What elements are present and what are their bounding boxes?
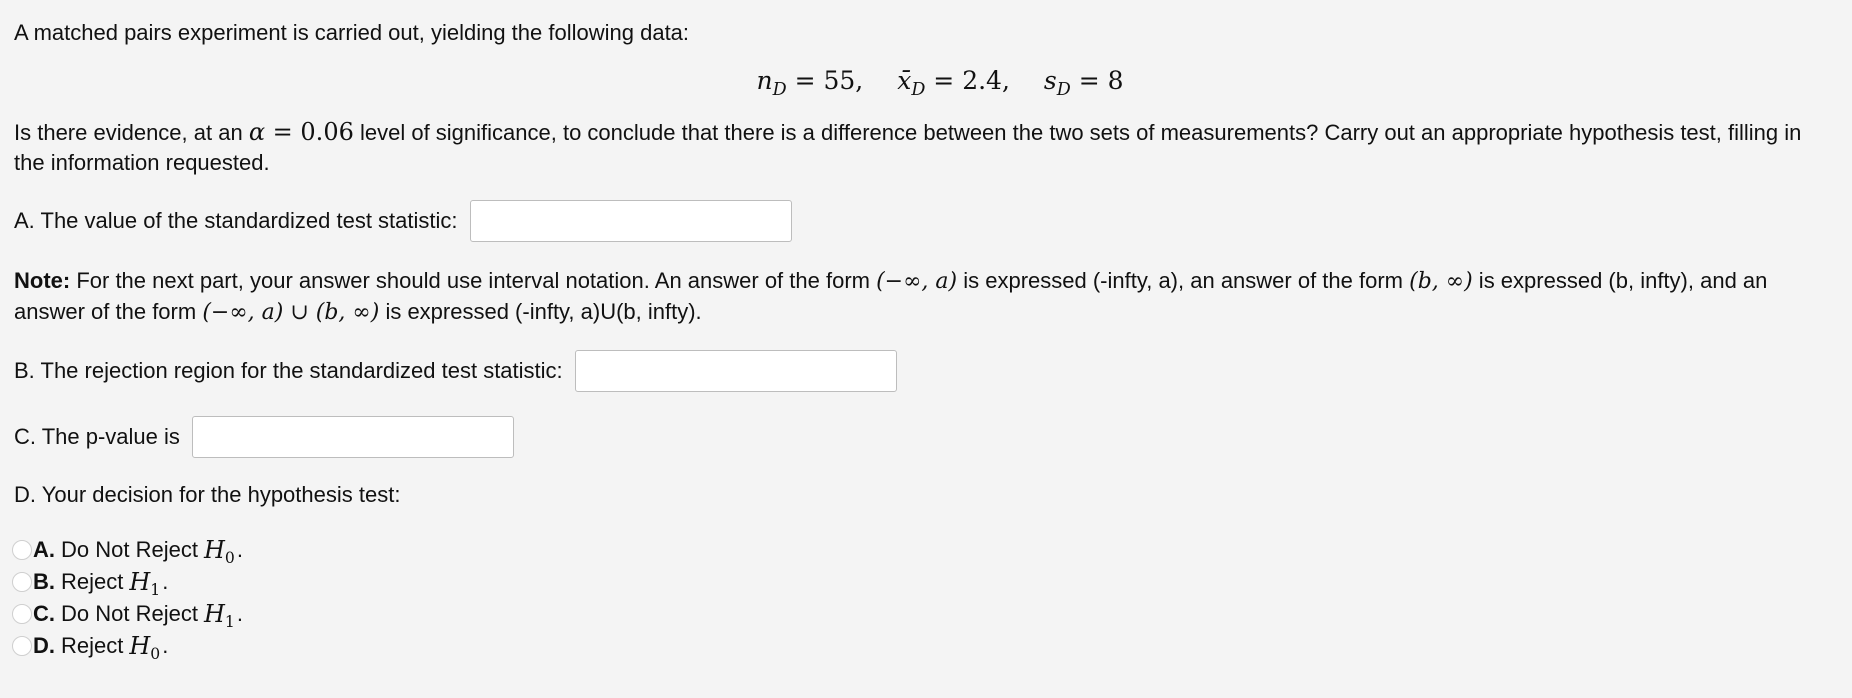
problem-question: Is there evidence, at an α = 0.06 level of significance, to conclude that there is a difference between the two sets of measurements? Carry out an appropriate hypothesis test, filling in the information requested. bbox=[14, 118, 1802, 175]
rejection-region-input[interactable] bbox=[575, 350, 897, 392]
choice-b-radio[interactable] bbox=[12, 572, 32, 592]
sample-mean-term: $x̄_D = 2.4$, bbox=[897, 66, 1010, 101]
alpha-symbol: α bbox=[248, 118, 266, 146]
part-b-row bbox=[14, 348, 1852, 394]
sample-size-term: $n_D = 55$, bbox=[756, 66, 864, 101]
choice-a-radio[interactable] bbox=[12, 540, 32, 560]
choice-c-radio[interactable] bbox=[12, 604, 32, 624]
data-summary bbox=[14, 66, 1852, 99]
choice-b[interactable]: B. Reject $H_1$ . bbox=[12, 566, 1852, 598]
part-d-label: D. Your decision for the hypothesis test: bbox=[14, 482, 401, 507]
part-a-row bbox=[14, 198, 1852, 244]
interval-note: Note: For the next part, your answer should use interval notation. An answer of the form (−∞, a) is expressed (-infty, a), an answer of the form (b, ∞) is expressed (b, infty), and an answer of the form (−∞, a) ∪ (b, ∞) is expressed (-infty, a)U(b, infty). bbox=[14, 268, 1768, 325]
test-statistic-input[interactable] bbox=[470, 200, 792, 242]
part-b-label: B. The rejection region for the standardized test statistic: bbox=[14, 358, 563, 383]
part-a-label: A. The value of the standardized test statistic: bbox=[14, 208, 458, 233]
part-c-row bbox=[14, 414, 1852, 460]
note-label: Note: bbox=[14, 268, 71, 293]
choice-a[interactable]: A. Do Not Reject $H_0$ . bbox=[12, 534, 1852, 566]
choice-d[interactable]: D. Reject $H_0$ . bbox=[12, 630, 1852, 662]
decision-choices bbox=[14, 534, 1852, 662]
problem-intro: A matched pairs experiment is carried out, yielding the following data: bbox=[14, 20, 690, 45]
part-c-label: C. The p-value is bbox=[14, 424, 180, 449]
alpha-value: = 0.06 bbox=[265, 118, 354, 146]
sample-sd-term: $s_D = 8$ bbox=[1043, 66, 1124, 101]
p-value-input[interactable] bbox=[192, 416, 514, 458]
choice-c[interactable]: C. Do Not Reject $H_1$ . bbox=[12, 598, 1852, 630]
choice-d-radio[interactable] bbox=[12, 636, 32, 656]
